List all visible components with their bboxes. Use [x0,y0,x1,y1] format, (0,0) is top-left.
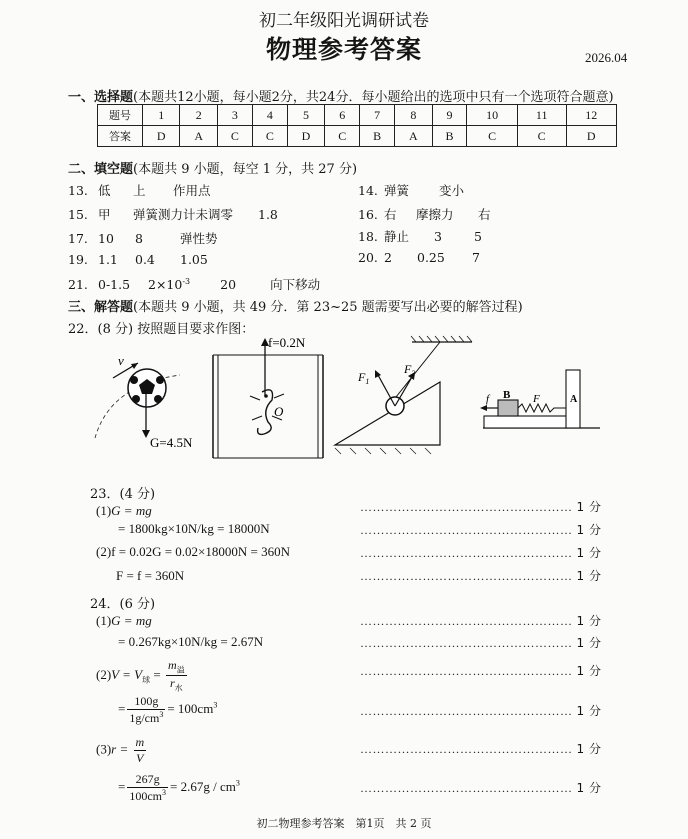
q22-diagrams [0,330,688,470]
score-row: …………………………………………… 1 分 [360,742,602,756]
q24-line3: $(2)V = V_球$ = $\frac{m_溢}{r_水}$ [96,658,185,693]
table-cell: C [325,126,360,147]
table-cell: A [180,126,217,147]
force-f-label: F [533,393,540,405]
answer-table-answer-row [98,126,617,147]
figure-gecko [213,335,323,458]
block-b-label: B [503,389,511,401]
wall-a-label: A [570,394,578,405]
figure-incline [335,336,472,454]
answer-table [97,104,617,147]
velocity-label: v [118,353,124,368]
table-cell: 3 [217,105,252,126]
force-f1-label: $F_1$ [358,370,370,386]
table-cell: 1 [143,105,180,126]
board [484,416,568,428]
q24-line4: = $\frac{100g}{1g/cm^3}$ = $100cm^3$ [118,694,218,725]
table-cell: 12 [566,105,616,126]
score-row: …………………………………………… 1 分 [360,614,602,628]
answer-q13: 13. 低 上 作用点 [68,183,211,198]
table-cell: D [566,126,616,147]
question-23-heading: 23．(4 分) [90,487,156,502]
friction-label: f=0.2N [268,335,306,350]
table-cell: C [467,126,517,147]
table-cell: D [143,126,180,147]
table-cell: 10 [467,105,517,126]
section3-note: (本题共 9 小题，共 49 分．第 23~25 题需要写出必要的解答过程) [133,300,523,315]
table-cell: 9 [432,105,467,126]
score-row: …………………………………………… 1 分 [360,664,602,678]
answer-q15: 15. 甲 弹簧测力计未调零 1.8 [68,207,278,222]
table-cell: 8 [395,105,432,126]
q23-line1: (1)G = mg [96,503,152,518]
q23-line2: = 1800kg×10N/kg = 18000N [118,521,270,536]
question-22-heading: 22．(8 分) 按照题目要求作图： [68,322,255,337]
section1-heading [68,86,614,105]
table-cell: 5 [287,105,324,126]
score-row: …………………………………………… 1 分 [360,781,602,795]
table-cell: A [395,126,432,147]
spring [518,404,568,412]
exam-date: 2026.04 [585,50,628,65]
score-row: …………………………………………… 1 分 [360,704,602,718]
question-24-heading: 24．(6 分) [90,597,156,612]
q24-line6: = $\frac{267g}{100cm^3}$ = $2.67g / cm^3$ [118,772,240,803]
score-row: …………………………………………… 1 分 [360,500,602,514]
table-cell: D [287,126,324,147]
friction-small-label: f [486,393,490,405]
table-cell: C [217,126,252,147]
answer-q16: 16. 右 摩擦力 右 [358,207,491,222]
table-cell: 7 [360,105,395,126]
table-cell: C [517,126,566,147]
score-row: …………………………………………… 1 分 [360,569,602,583]
score-row: …………………………………………… 1 分 [360,546,602,560]
table-cell: 11 [517,105,566,126]
q23-line3: (2)f = 0.02G = 0.02×18000N = 360N [96,544,290,559]
q24-line1: (1)G = mg [96,613,152,628]
force-f2-label: $F_2$ [404,362,416,378]
q23-line4: F = f = 360N [116,568,185,583]
score-row: …………………………………………… 1 分 [360,523,602,537]
table-cell: B [360,126,395,147]
q24-line5: (3)r = $\frac{m}{V}$ [96,735,145,765]
section2-label: 二、填空题 [68,162,134,177]
answer-q19: 19. 1.1 0.4 1.05 [68,252,208,267]
table-cell: 6 [325,105,360,126]
table-cell: 4 [252,105,287,126]
page-title: 物理参考答案 [265,35,422,64]
row-label-number: 题号 [98,105,143,126]
section3-label: 三、解答题 [68,300,134,315]
section1-note: (本题共12小题，每小题2分，共24分．每小题给出的选项中只有一个选项符合题意) [133,90,614,105]
table-cell: B [432,126,467,147]
table-cell: 2 [180,105,217,126]
score-row: …………………………………………… 1 分 [360,636,602,650]
gravity-label: G=4.5N [150,435,193,450]
answer-q20: 20. 2 0.25 7 [358,250,480,265]
answer-q14: 14. 弹簧 变小 [358,183,465,198]
figure-ball [95,353,193,450]
answer-q21: 21. 0-1.5 $2\times 10^{-3}$ 20 向下移动 [68,276,321,292]
section1-label: 一、选择题 [68,90,134,105]
page-footer: 初二物理参考答案 第1页 共 2 页 [256,817,432,830]
answer-q18: 18. 静止 3 5 [358,229,482,244]
row-label-answer: 答案 [98,126,143,147]
table-cell: C [252,126,287,147]
answer-table-number-row [98,105,617,126]
figure-spring [480,370,600,428]
section2-note: (本题共 9 小题，每空 1 分，共 27 分) [133,162,358,177]
section2-heading [68,158,357,177]
section3-heading [68,296,523,315]
exam-subtitle: 初二年级阳光调研试卷 [259,11,429,31]
center-label: O [274,404,284,419]
answer-q17: 17. 10 8 弹性势 [68,231,218,246]
q24-line2: = 0.267kg×10N/kg = 2.67N [118,634,264,649]
